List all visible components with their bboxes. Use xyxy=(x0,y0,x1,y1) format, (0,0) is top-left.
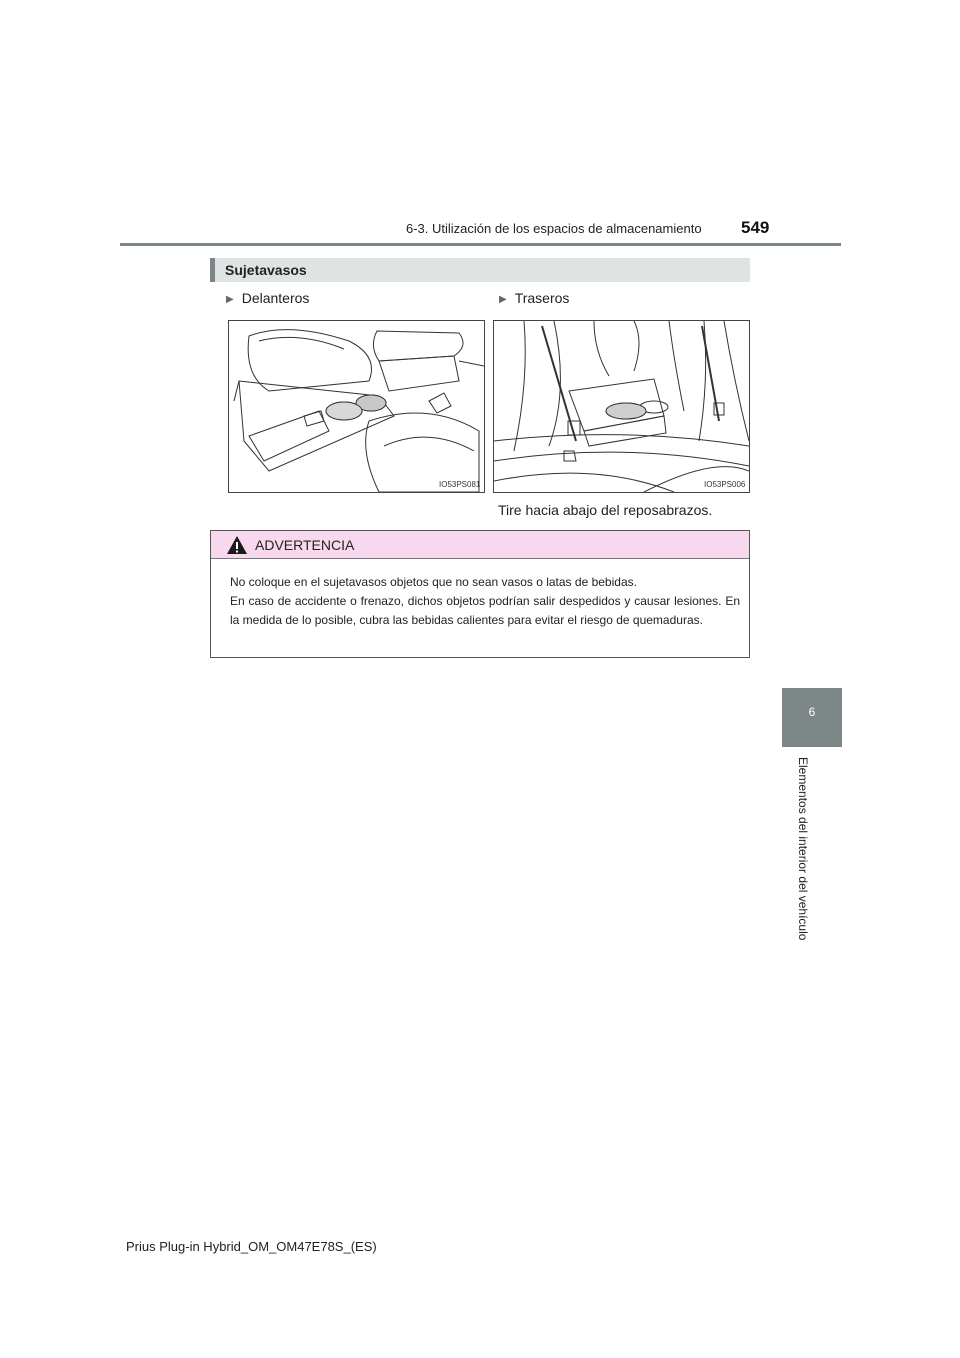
warning-title: ADVERTENCIA xyxy=(255,537,355,553)
warning-line: En caso de accidente o frenazo, dichos objetos podrían salir despedidos y causar lesiones. En la medida de lo posible, cubra las bebidas calientes para evitar el riesgo de quemaduras. xyxy=(230,594,740,627)
warning-header xyxy=(211,531,749,559)
rear-subheading xyxy=(499,290,569,306)
front-console-drawing xyxy=(229,321,484,492)
warning-triangle-icon xyxy=(226,535,248,555)
page-number: 549 xyxy=(741,218,770,237)
front-figure-code: IO53PS081 xyxy=(439,480,481,489)
figure-caption: Tire hacia abajo del reposabrazos. xyxy=(498,502,713,518)
warning-line: No coloque en el sujetavasos objetos que no sean vasos o latas de bebidas. xyxy=(230,575,637,589)
front-subheading xyxy=(226,290,309,306)
front-cupholder-illustration xyxy=(228,320,485,493)
warning-body xyxy=(230,573,740,630)
rear-armrest-drawing xyxy=(494,321,749,492)
chapter-number: 6 xyxy=(808,705,816,719)
warning-box xyxy=(210,530,750,658)
section-heading xyxy=(210,258,750,282)
rear-label: Traseros xyxy=(514,290,570,306)
rear-figure-code: IO53PS006 xyxy=(704,480,746,489)
header-title: 6-3. Utilización de los espacios de almacenamiento xyxy=(406,221,702,236)
chapter-tab xyxy=(782,688,842,747)
triangle-bullet-icon: ▶ xyxy=(226,294,234,305)
section-title: Sujetavasos xyxy=(225,262,307,278)
footer-text: Prius Plug-in Hybrid_OM_OM47E78S_(ES) xyxy=(126,1239,377,1254)
front-label: Delanteros xyxy=(241,290,310,306)
chapter-label: Elementos del interior del vehículo xyxy=(796,757,810,941)
triangle-bullet-icon: ▶ xyxy=(499,294,507,305)
rear-cupholder-illustration xyxy=(493,320,750,493)
header-rule xyxy=(120,243,841,246)
